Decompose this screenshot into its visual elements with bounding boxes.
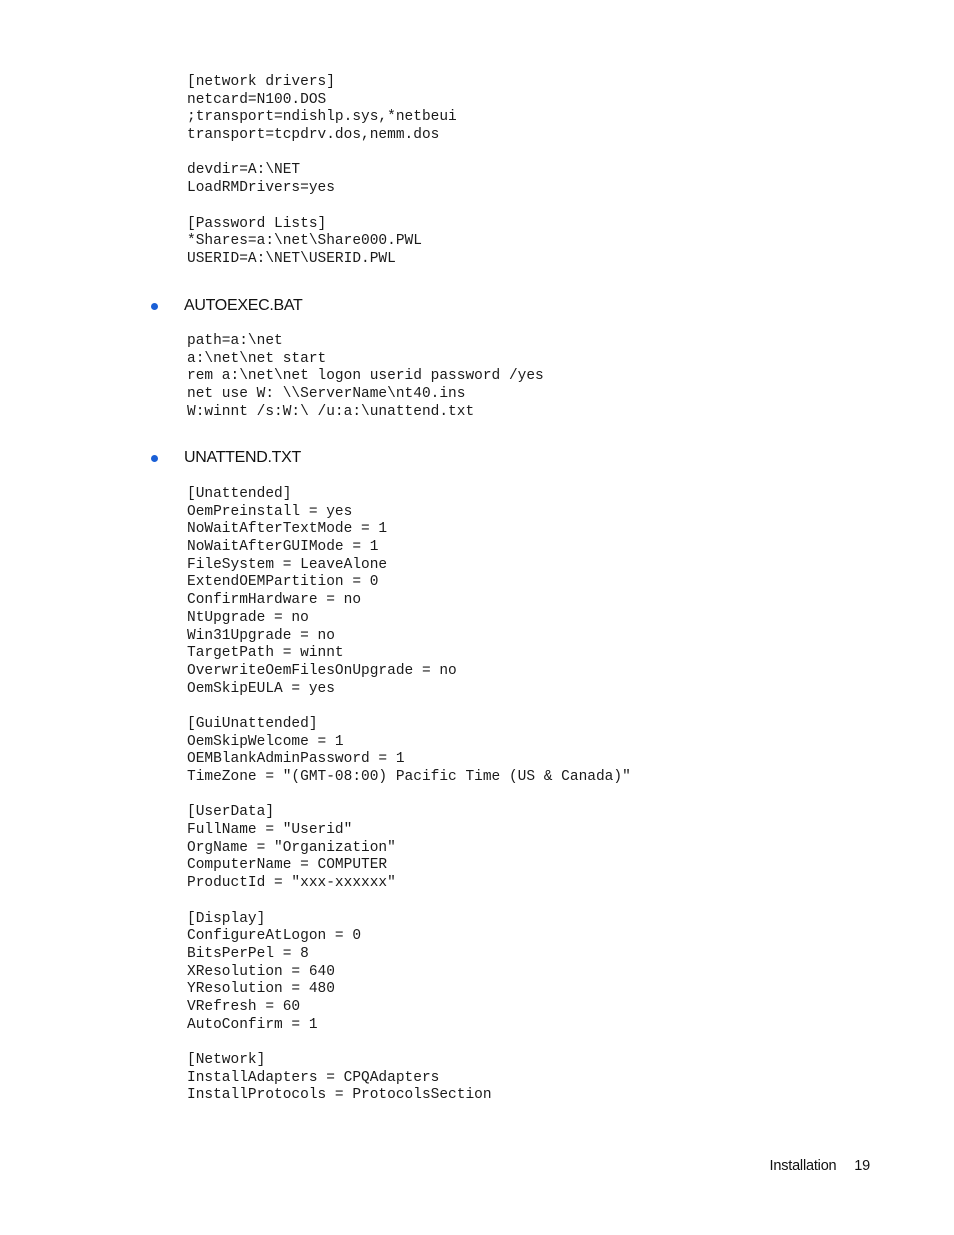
code-line: transport=tcpdrv.dos,nemm.dos <box>187 127 440 144</box>
bullet-dot-icon <box>151 455 158 462</box>
code-line: [UserData] <box>187 804 275 821</box>
code-line: [Password Lists] <box>187 215 327 232</box>
code-line: TargetPath = winnt <box>187 645 344 662</box>
code-line <box>187 698 631 716</box>
bullet-label-autoexec: AUTOEXEC.BAT <box>184 297 303 314</box>
code-line: BitsPerPel = 8 <box>187 945 309 962</box>
code-line: VRefresh = 60 <box>187 998 301 1015</box>
autoexec-code-block <box>187 333 544 421</box>
code-line: OemSkipWelcome = 1 <box>187 733 344 750</box>
code-line: path=a:\net <box>187 333 283 349</box>
code-line: [network drivers] <box>187 74 335 90</box>
code-line: OemSkipEULA = yes <box>187 680 335 697</box>
code-line: USERID=A:\NET\USERID.PWL <box>187 250 396 267</box>
code-line <box>187 198 457 216</box>
code-line: [GuiUnattended] <box>187 715 318 732</box>
bullet-autoexec <box>151 295 303 317</box>
code-line: *Shares=a:\net\Share000.PWL <box>187 233 422 250</box>
code-line: net use W: \\ServerName\nt40.ins <box>187 386 466 403</box>
unattend-code-block <box>187 486 631 1105</box>
code-line: W:winnt /s:W:\ /u:a:\unattend.txt <box>187 403 475 420</box>
bullet-unattend <box>151 447 301 469</box>
code-line: TimeZone = "(GMT-08:00) Pacific Time (US & Canada)" <box>187 769 631 785</box>
code-line: netcard=N100.DOS <box>187 91 327 108</box>
code-line: rem a:\net\net logon userid password /yes <box>187 368 544 385</box>
code-line: OemPreinstall = yes <box>187 503 353 520</box>
code-line <box>187 1034 631 1052</box>
code-line: NoWaitAfterTextMode = 1 <box>187 521 388 538</box>
bullet-label-unattend: UNATTEND.TXT <box>184 449 301 466</box>
code-line: ComputerName = COMPUTER <box>187 857 388 874</box>
footer-page-number: 19 <box>854 1158 870 1174</box>
page-footer <box>770 1158 871 1174</box>
bullet-dot-icon <box>151 303 158 310</box>
code-line: OrgName = "Organization" <box>187 839 396 856</box>
code-line: FileSystem = LeaveAlone <box>187 556 388 573</box>
code-line <box>187 893 631 911</box>
code-line: NtUpgrade = no <box>187 609 309 626</box>
network-config-code-block <box>187 74 457 269</box>
footer-section-title: Installation <box>769 1158 837 1174</box>
code-line: InstallAdapters = CPQAdapters <box>187 1069 440 1086</box>
code-line: devdir=A:\NET <box>187 162 301 179</box>
code-line: ConfigureAtLogon = 0 <box>187 928 362 945</box>
code-line: ConfirmHardware = no <box>187 592 362 609</box>
code-line: [Display] <box>187 910 266 927</box>
code-line: [Network] <box>187 1052 266 1068</box>
code-line: [Unattended] <box>187 486 292 502</box>
code-line: LoadRMDrivers=yes <box>187 180 335 197</box>
code-line: InstallProtocols = ProtocolsSection <box>187 1087 492 1104</box>
code-line <box>187 145 457 163</box>
code-line: ExtendOEMPartition = 0 <box>187 574 379 591</box>
code-line <box>187 787 631 805</box>
code-line: a:\net\net start <box>187 350 327 367</box>
code-line: ProductId = "xxx-xxxxxx" <box>187 875 396 892</box>
code-line: OEMBlankAdminPassword = 1 <box>187 751 405 768</box>
code-line: AutoConfirm = 1 <box>187 1016 318 1033</box>
code-line: YResolution = 480 <box>187 981 335 998</box>
code-line: OverwriteOemFilesOnUpgrade = no <box>187 662 457 679</box>
code-line: ;transport=ndishlp.sys,*netbeui <box>187 109 457 126</box>
code-line: Win31Upgrade = no <box>187 627 335 644</box>
code-line: NoWaitAfterGUIMode = 1 <box>187 539 379 556</box>
code-line: XResolution = 640 <box>187 963 335 980</box>
code-line: FullName = "Userid" <box>187 822 353 839</box>
